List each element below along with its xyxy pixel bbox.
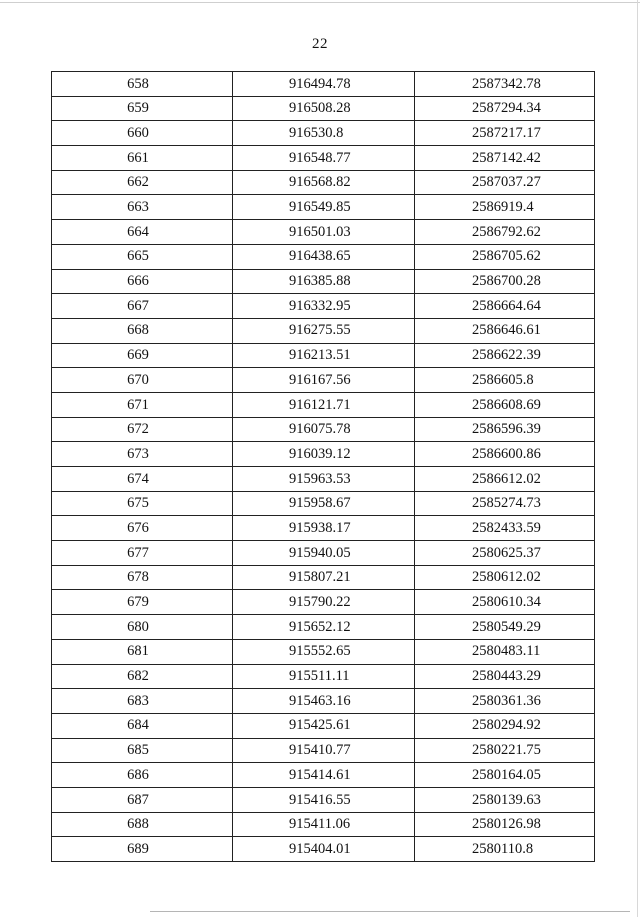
y-coordinate-cell: 2586919.4 bbox=[415, 195, 595, 220]
x-coordinate-cell: 916275.55 bbox=[233, 318, 415, 343]
x-coordinate-cell: 915411.06 bbox=[233, 812, 415, 837]
table-row bbox=[52, 565, 595, 590]
x-coordinate-cell: 915410.77 bbox=[233, 738, 415, 763]
table-row bbox=[52, 220, 595, 245]
point-number-cell: 680 bbox=[52, 615, 233, 640]
x-coordinate-cell: 916438.65 bbox=[233, 244, 415, 269]
table-row bbox=[52, 467, 595, 492]
table-row bbox=[52, 664, 595, 689]
point-number-cell: 660 bbox=[52, 121, 233, 146]
y-coordinate-cell: 2587037.27 bbox=[415, 170, 595, 195]
point-number-cell: 683 bbox=[52, 689, 233, 714]
x-coordinate-cell: 916549.85 bbox=[233, 195, 415, 220]
table-row bbox=[52, 121, 595, 146]
point-number-cell: 663 bbox=[52, 195, 233, 220]
table-row bbox=[52, 170, 595, 195]
point-number-cell: 681 bbox=[52, 639, 233, 664]
table-row bbox=[52, 837, 595, 862]
y-coordinate-cell: 2580294.92 bbox=[415, 713, 595, 738]
y-coordinate-cell: 2580139.63 bbox=[415, 787, 595, 812]
table-row bbox=[52, 96, 595, 121]
x-coordinate-cell: 916501.03 bbox=[233, 220, 415, 245]
x-coordinate-cell: 915552.65 bbox=[233, 639, 415, 664]
x-coordinate-cell: 916213.51 bbox=[233, 343, 415, 368]
point-number-cell: 673 bbox=[52, 442, 233, 467]
point-number-cell: 676 bbox=[52, 516, 233, 541]
x-coordinate-cell: 916530.8 bbox=[233, 121, 415, 146]
y-coordinate-cell: 2586792.62 bbox=[415, 220, 595, 245]
scan-right-edge bbox=[637, 0, 638, 917]
x-coordinate-cell: 916508.28 bbox=[233, 96, 415, 121]
table-row bbox=[52, 639, 595, 664]
y-coordinate-cell: 2586612.02 bbox=[415, 467, 595, 492]
table-row bbox=[52, 689, 595, 714]
y-coordinate-cell: 2586600.86 bbox=[415, 442, 595, 467]
x-coordinate-cell: 915958.67 bbox=[233, 491, 415, 516]
y-coordinate-cell: 2586622.39 bbox=[415, 343, 595, 368]
x-coordinate-cell: 915963.53 bbox=[233, 467, 415, 492]
x-coordinate-cell: 916548.77 bbox=[233, 146, 415, 171]
x-coordinate-cell: 916494.78 bbox=[233, 72, 415, 97]
point-number-cell: 670 bbox=[52, 368, 233, 393]
x-coordinate-cell: 916167.56 bbox=[233, 368, 415, 393]
point-number-cell: 671 bbox=[52, 392, 233, 417]
y-coordinate-cell: 2586605.8 bbox=[415, 368, 595, 393]
y-coordinate-cell: 2580483.11 bbox=[415, 639, 595, 664]
point-number-cell: 668 bbox=[52, 318, 233, 343]
table-row bbox=[52, 812, 595, 837]
x-coordinate-cell: 916385.88 bbox=[233, 269, 415, 294]
y-coordinate-cell: 2580443.29 bbox=[415, 664, 595, 689]
table-row bbox=[52, 195, 595, 220]
y-coordinate-cell: 2582433.59 bbox=[415, 516, 595, 541]
x-coordinate-cell: 915807.21 bbox=[233, 565, 415, 590]
table-row bbox=[52, 590, 595, 615]
point-number-cell: 689 bbox=[52, 837, 233, 862]
y-coordinate-cell: 2586646.61 bbox=[415, 318, 595, 343]
x-coordinate-cell: 916075.78 bbox=[233, 417, 415, 442]
point-number-cell: 686 bbox=[52, 763, 233, 788]
table-row bbox=[52, 318, 595, 343]
table-row bbox=[52, 146, 595, 171]
x-coordinate-cell: 915940.05 bbox=[233, 541, 415, 566]
x-coordinate-cell: 915414.61 bbox=[233, 763, 415, 788]
table-row bbox=[52, 763, 595, 788]
y-coordinate-cell: 2587142.42 bbox=[415, 146, 595, 171]
y-coordinate-cell: 2580110.8 bbox=[415, 837, 595, 862]
point-number-cell: 661 bbox=[52, 146, 233, 171]
y-coordinate-cell: 2587217.17 bbox=[415, 121, 595, 146]
point-number-cell: 667 bbox=[52, 294, 233, 319]
point-number-cell: 662 bbox=[52, 170, 233, 195]
table-row bbox=[52, 343, 595, 368]
y-coordinate-cell: 2580612.02 bbox=[415, 565, 595, 590]
coordinates-table-body bbox=[52, 72, 595, 862]
point-number-cell: 679 bbox=[52, 590, 233, 615]
table-row bbox=[52, 713, 595, 738]
point-number-cell: 659 bbox=[52, 96, 233, 121]
x-coordinate-cell: 915652.12 bbox=[233, 615, 415, 640]
point-number-cell: 669 bbox=[52, 343, 233, 368]
table-row bbox=[52, 72, 595, 97]
point-number-cell: 674 bbox=[52, 467, 233, 492]
x-coordinate-cell: 915463.16 bbox=[233, 689, 415, 714]
point-number-cell: 687 bbox=[52, 787, 233, 812]
point-number-cell: 664 bbox=[52, 220, 233, 245]
table-row bbox=[52, 516, 595, 541]
y-coordinate-cell: 2580610.34 bbox=[415, 590, 595, 615]
page-number: 22 bbox=[312, 36, 328, 52]
coordinates-table bbox=[51, 71, 595, 862]
y-coordinate-cell: 2580549.29 bbox=[415, 615, 595, 640]
table-row bbox=[52, 368, 595, 393]
x-coordinate-cell: 915425.61 bbox=[233, 713, 415, 738]
x-coordinate-cell: 915416.55 bbox=[233, 787, 415, 812]
y-coordinate-cell: 2580221.75 bbox=[415, 738, 595, 763]
scan-top-edge bbox=[0, 2, 640, 3]
point-number-cell: 675 bbox=[52, 491, 233, 516]
y-coordinate-cell: 2580164.05 bbox=[415, 763, 595, 788]
y-coordinate-cell: 2586664.64 bbox=[415, 294, 595, 319]
y-coordinate-cell: 2585274.73 bbox=[415, 491, 595, 516]
point-number-cell: 666 bbox=[52, 269, 233, 294]
x-coordinate-cell: 916121.71 bbox=[233, 392, 415, 417]
y-coordinate-cell: 2586608.69 bbox=[415, 392, 595, 417]
point-number-cell: 685 bbox=[52, 738, 233, 763]
table-row bbox=[52, 294, 595, 319]
y-coordinate-cell: 2586596.39 bbox=[415, 417, 595, 442]
x-coordinate-cell: 915938.17 bbox=[233, 516, 415, 541]
point-number-cell: 678 bbox=[52, 565, 233, 590]
table-row bbox=[52, 491, 595, 516]
point-number-cell: 688 bbox=[52, 812, 233, 837]
y-coordinate-cell: 2586705.62 bbox=[415, 244, 595, 269]
x-coordinate-cell: 916332.95 bbox=[233, 294, 415, 319]
table-row bbox=[52, 442, 595, 467]
x-coordinate-cell: 916039.12 bbox=[233, 442, 415, 467]
point-number-cell: 665 bbox=[52, 244, 233, 269]
table-row bbox=[52, 615, 595, 640]
table-row bbox=[52, 392, 595, 417]
table-row bbox=[52, 738, 595, 763]
table-row bbox=[52, 541, 595, 566]
table-row bbox=[52, 417, 595, 442]
point-number-cell: 682 bbox=[52, 664, 233, 689]
y-coordinate-cell: 2586700.28 bbox=[415, 269, 595, 294]
x-coordinate-cell: 915404.01 bbox=[233, 837, 415, 862]
y-coordinate-cell: 2580126.98 bbox=[415, 812, 595, 837]
y-coordinate-cell: 2587294.34 bbox=[415, 96, 595, 121]
table-row bbox=[52, 244, 595, 269]
point-number-cell: 672 bbox=[52, 417, 233, 442]
point-number-cell: 684 bbox=[52, 713, 233, 738]
y-coordinate-cell: 2580361.36 bbox=[415, 689, 595, 714]
point-number-cell: 658 bbox=[52, 72, 233, 97]
bottom-rule bbox=[150, 911, 630, 912]
x-coordinate-cell: 915790.22 bbox=[233, 590, 415, 615]
y-coordinate-cell: 2587342.78 bbox=[415, 72, 595, 97]
y-coordinate-cell: 2580625.37 bbox=[415, 541, 595, 566]
x-coordinate-cell: 916568.82 bbox=[233, 170, 415, 195]
table-row bbox=[52, 787, 595, 812]
point-number-cell: 677 bbox=[52, 541, 233, 566]
table-row bbox=[52, 269, 595, 294]
x-coordinate-cell: 915511.11 bbox=[233, 664, 415, 689]
